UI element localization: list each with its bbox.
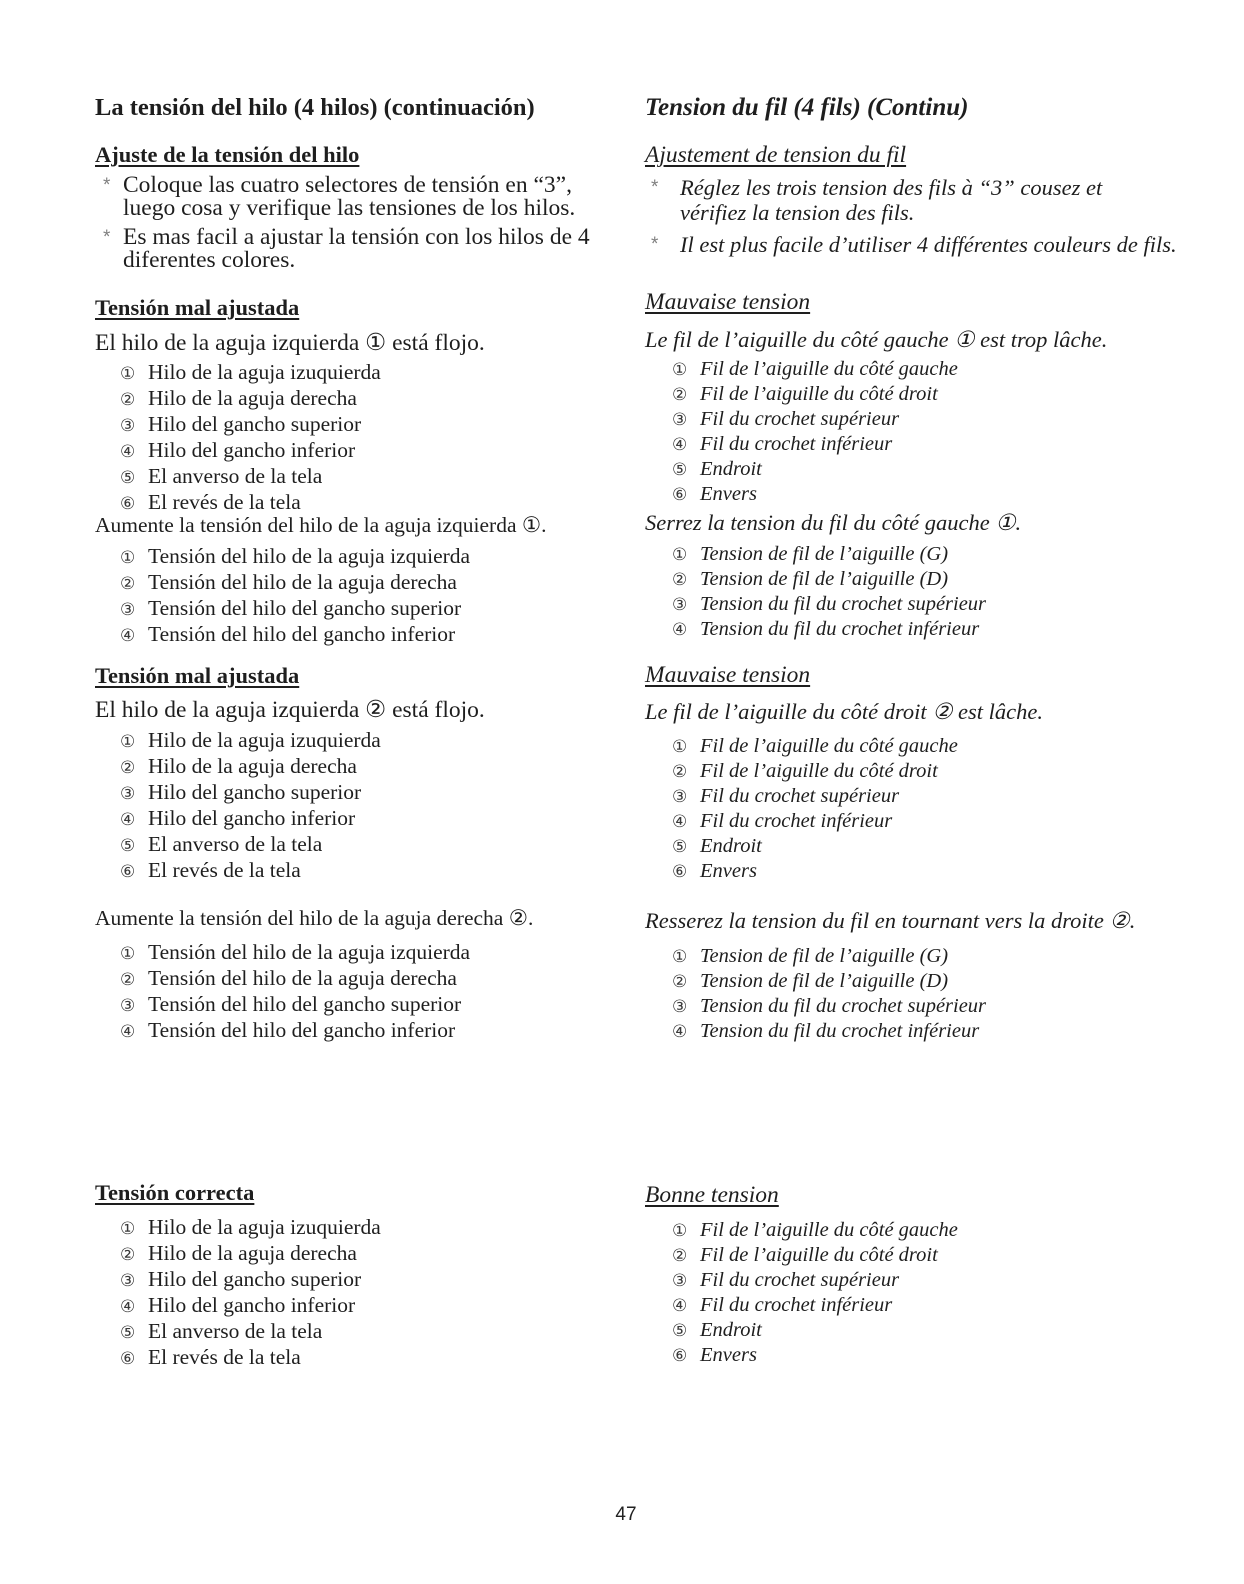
item-text: Hilo del gancho superior [148,1267,362,1291]
list-item [672,1268,958,1293]
list-item [672,1019,986,1044]
item-number: ④ [120,1297,136,1317]
bullet-line: vérifiez la tension des fils. [680,200,915,225]
list-item [672,567,986,592]
page-number: 47 [615,1504,637,1525]
item-number: ⑤ [120,836,136,856]
item-text: Tensión del hilo de la aguja izquierda [148,544,471,568]
item-number: ⑥ [120,494,136,514]
item-text: Envers [700,860,757,882]
list-item [120,570,470,596]
list-item [120,544,470,570]
item-text: Fil du crochet inférieur [700,810,893,832]
item-number: ⑤ [120,468,136,488]
item-text: Hilo del gancho superior [148,412,362,436]
item-number: ① [672,1221,688,1241]
item-text: Fil du crochet supérieur [700,1269,900,1291]
item-text: Tension de fil de l’aiguille (D) [700,970,949,992]
thread-list [672,734,958,884]
list-item [120,1241,381,1267]
tension-dial-list [120,940,470,1044]
item-number: ① [672,737,688,757]
list-item [672,834,958,859]
item-number: ④ [672,435,688,455]
item-text: Fil du crochet supérieur [700,785,900,807]
item-number: ③ [120,1271,136,1291]
list-item [672,482,958,507]
item-text: Hilo del gancho inferior [148,1293,356,1317]
item-number: ① [672,360,688,380]
bullet-line: Coloque las cuatro selectores de tensión en “3”, [123,172,572,198]
item-number: ② [120,758,136,778]
item-number: ② [120,390,136,410]
bullet-line: luego cosa y verifique las tensiones de los hilos. [123,195,576,221]
item-text: Envers [700,1344,757,1366]
thread-list [120,728,381,884]
item-number: ① [120,732,136,752]
item-number: ③ [672,787,688,807]
list-item [672,859,958,884]
bullet-mark: * [651,177,659,198]
page-title: Tension du fil (4 fils) (Continu) [645,94,969,121]
section-heading-bad-tension: Mauvaise tension [645,662,811,688]
item-number: ① [120,1219,136,1239]
item-number: ③ [120,416,136,436]
item-number: ④ [120,626,136,646]
bullet-line: diferentes colores. [123,247,296,273]
bullet-mark: * [103,175,111,196]
bullet-item [645,175,1102,225]
list-item [120,1345,381,1371]
list-item [672,617,986,642]
list-item [672,457,958,482]
item-text: Tensión del hilo del gancho inferior [148,1018,456,1042]
item-text: Fil de l’aiguille du côté gauche [700,358,958,380]
thread-list [672,357,958,507]
bullet-line: Il est plus facile d’utiliser 4 différentes couleurs de fils. [680,232,1177,257]
item-number: ④ [120,810,136,830]
item-number: ⑥ [120,1349,136,1369]
item-number: ② [120,574,136,594]
item-number: ③ [672,1271,688,1291]
item-number: ④ [120,442,136,462]
spanish-column [95,0,635,1584]
item-text: Endroit [700,458,762,480]
item-text: Tensión del hilo de la aguja izquierda [148,940,471,964]
item-text: Tension de fil de l’aiguille (G) [700,543,949,565]
item-number: ⑥ [120,862,136,882]
item-text: Tension du fil du crochet inférieur [700,618,980,640]
item-text: Tension du fil du crochet supérieur [700,995,987,1017]
list-item [120,966,470,992]
item-number: ③ [672,410,688,430]
item-text: Fil de l’aiguille du côté gauche [700,1219,958,1241]
fix-instruction: Serrez la tension du fil du côté gauche ①. [645,510,1022,535]
list-item [120,386,381,412]
item-text: Hilo de la aguja izuquierda [148,1215,381,1239]
item-number: ④ [672,1296,688,1316]
item-number: ② [672,762,688,782]
list-item [672,969,986,994]
list-item [120,622,470,648]
list-item [120,1267,381,1293]
item-text: El anverso de la tela [148,1319,323,1343]
item-number: ④ [672,1022,688,1042]
list-item [120,940,470,966]
item-number: ④ [672,620,688,640]
item-text: Hilo del gancho inferior [148,438,356,462]
item-text: Tensión del hilo del gancho superior [148,992,462,1016]
item-number: ③ [672,997,688,1017]
item-text: Fil du crochet inférieur [700,1294,893,1316]
item-text: Tension de fil de l’aiguille (D) [700,568,949,590]
item-text: El revés de la tela [148,1345,301,1369]
bullet-mark: * [103,227,111,248]
fix-instruction: Resserez la tension du fil en tournant vers la droite ②. [645,908,1136,933]
item-number: ⑥ [672,485,688,505]
tension-dial-list [672,542,986,642]
problem-statement: El hilo de la aguja izquierda ② está flojo. [95,697,485,723]
bullet-item [645,232,1177,257]
list-item [672,759,958,784]
thread-list [120,1215,381,1371]
list-item [672,592,986,617]
list-item [120,728,381,754]
item-text: Tension du fil du crochet supérieur [700,593,987,615]
item-text: Hilo de la aguja derecha [148,386,357,410]
list-item [120,858,381,884]
list-item [120,1018,470,1044]
item-number: ⑤ [672,837,688,857]
list-item [672,382,958,407]
item-text: Fil du crochet supérieur [700,408,900,430]
list-item [120,1319,381,1345]
item-number: ③ [672,595,688,615]
list-item [120,464,381,490]
item-text: El anverso de la tela [148,464,323,488]
list-item [120,780,381,806]
list-item [672,357,958,382]
section-heading-bad-tension: Mauvaise tension [645,289,811,315]
section-heading-bad-tension: Tensión mal ajustada [95,663,300,688]
section-heading-correct-tension: Bonne tension [645,1182,779,1208]
item-number: ② [672,570,688,590]
list-item [672,944,986,969]
item-text: Fil de l’aiguille du côté droit [700,383,938,405]
list-item [120,832,381,858]
item-text: El anverso de la tela [148,832,323,856]
tension-dial-list [120,544,470,648]
item-number: ② [672,1246,688,1266]
item-text: El revés de la tela [148,490,301,514]
item-text: Fil de l’aiguille du côté gauche [700,735,958,757]
item-number: ⑥ [672,862,688,882]
list-item [672,1318,958,1343]
list-item [672,1243,958,1268]
problem-statement: El hilo de la aguja izquierda ① está flojo. [95,330,485,356]
item-text: Fil du crochet inférieur [700,433,893,455]
list-item [672,784,958,809]
list-item [120,806,381,832]
item-text: Hilo de la aguja izuquierda [148,360,381,384]
bullet-item [95,174,575,220]
item-text: Hilo del gancho inferior [148,806,356,830]
item-text: Tension du fil du crochet inférieur [700,1020,980,1042]
item-number: ④ [672,812,688,832]
item-number: ① [672,947,688,967]
item-number: ① [120,364,136,384]
item-number: ② [672,972,688,992]
item-text: Envers [700,483,757,505]
item-text: Endroit [700,1319,762,1341]
list-item [120,1215,381,1241]
list-item [120,438,381,464]
fix-instruction: Aumente la tensión del hilo de la aguja derecha ②. [95,906,534,930]
list-item [120,412,381,438]
list-item [120,754,381,780]
item-text: Fil de l’aiguille du côté droit [700,760,938,782]
item-number: ③ [120,784,136,804]
problem-statement: Le fil de l’aiguille du côté gauche ① est trop lâche. [645,327,1108,352]
item-number: ② [120,970,136,990]
item-number: ⑤ [672,460,688,480]
list-item [672,1343,958,1368]
list-item [672,1218,958,1243]
thread-list [672,1218,958,1368]
list-item [120,1293,381,1319]
bullet-item [95,226,590,272]
french-column [645,0,1235,1584]
item-text: Tensión del hilo de la aguja derecha [148,966,457,990]
list-item [672,542,986,567]
item-number: ④ [120,1022,136,1042]
item-number: ① [120,944,136,964]
item-text: Hilo de la aguja derecha [148,1241,357,1265]
list-item [672,734,958,759]
section-heading-correct-tension: Tensión correcta [95,1180,255,1205]
thread-list [120,360,381,516]
list-item [672,809,958,834]
bullet-line: Réglez les trois tension des fils à “3” cousez et [680,175,1103,200]
tension-dial-list [672,944,986,1044]
item-number: ① [120,548,136,568]
item-text: Fil de l’aiguille du côté droit [700,1244,938,1266]
item-number: ⑤ [120,1323,136,1343]
item-number: ① [672,545,688,565]
list-item [120,992,470,1018]
item-text: Tensión del hilo del gancho superior [148,596,462,620]
section-heading-bad-tension: Tensión mal ajustada [95,295,300,320]
item-text: Tensión del hilo de la aguja derecha [148,570,457,594]
item-text: Hilo de la aguja izuquierda [148,728,381,752]
bullet-line: Es mas facil a ajustar la tensión con los hilos de 4 [123,224,590,250]
item-text: Tension de fil de l’aiguille (G) [700,945,949,967]
section-heading-adjust: Ajustement de tension du fil [645,142,907,168]
item-text: Endroit [700,835,762,857]
item-number: ② [120,1245,136,1265]
item-number: ⑥ [672,1346,688,1366]
list-item [672,994,986,1019]
bullet-mark: * [651,234,659,255]
list-item [672,432,958,457]
list-item [672,407,958,432]
list-item [120,360,381,386]
item-number: ③ [120,996,136,1016]
list-item [672,1293,958,1318]
item-text: Tensión del hilo del gancho inferior [148,622,456,646]
fix-instruction: Aumente la tensión del hilo de la aguja izquierda ①. [95,513,547,537]
item-text: Hilo de la aguja derecha [148,754,357,778]
list-item [120,596,470,622]
page-title: La tensión del hilo (4 hilos) (continuación) [95,94,535,121]
item-number: ⑤ [672,1321,688,1341]
problem-statement: Le fil de l’aiguille du côté droit ② est lâche. [645,699,1044,724]
item-number: ③ [120,600,136,620]
item-number: ② [672,385,688,405]
item-text: Hilo del gancho superior [148,780,362,804]
section-heading-adjust: Ajuste de la tensión del hilo [95,142,360,167]
item-text: El revés de la tela [148,858,301,882]
